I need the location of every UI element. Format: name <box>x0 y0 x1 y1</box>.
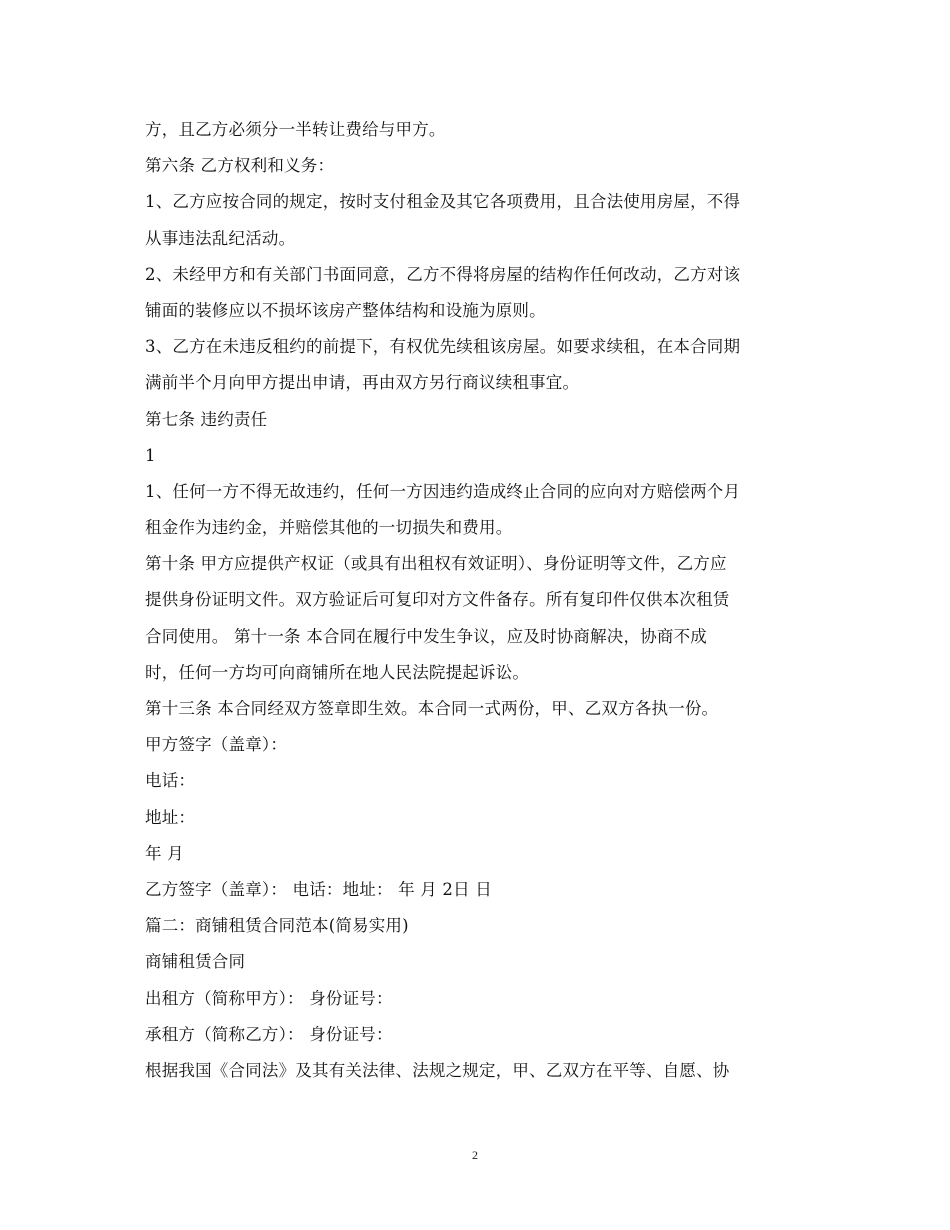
text-line: 合同使用。 第十一条 本合同在履行中发生争议，应及时协商解决，协商不成 <box>145 626 707 646</box>
contract-title: 商铺租赁合同 <box>145 952 246 972</box>
lessee-line: 承租方（简称乙方）： 身份证号： <box>145 1024 393 1044</box>
section-heading-article-6: 第六条 乙方权利和义务： <box>145 156 335 176</box>
text-line: 2、未经甲方和有关部门书面同意，乙方不得将房屋的结构作任何改动，乙方对该 <box>145 264 741 284</box>
text-line: 提供身份证明文件。双方验证后可复印对方文件备存。所有复印件仅供本次租赁 <box>145 590 730 610</box>
page-number: 2 <box>472 1148 478 1162</box>
address-label: 地址： <box>145 807 196 827</box>
text-line: 根据我国《合同法》及其有关法律、法规之规定，甲、乙双方在平等、自愿、协 <box>145 1060 730 1080</box>
text-line: 租金作为违约金，并赔偿其他的一切损失和费用。 <box>145 518 513 538</box>
text-line: 1 <box>145 445 156 465</box>
text-line: 1、任何一方不得无故违约，任何一方因违约造成终止合同的应向对方赔偿两个月 <box>145 481 741 501</box>
section-heading-article-7: 第七条 违约责任 <box>145 409 268 429</box>
text-line: 第十三条 本合同经双方签章即生效。本合同一式两份，甲、乙双方各执一份。 <box>145 699 719 718</box>
party-a-signature-label: 甲方签字（盖章）： <box>145 735 288 755</box>
party-b-signature-line: 乙方签字（盖章）： 电话：地址： 年 月 2日 日 <box>145 879 492 899</box>
phone-label: 电话： <box>145 771 196 791</box>
text-line: 时，任何一方均可向商铺所在地人民法院提起诉讼。 <box>145 662 530 682</box>
date-label: 年 月 <box>145 843 184 863</box>
text-line: 满前半个月向甲方提出申请，再由双方另行商议续租事宜。 <box>145 373 580 393</box>
text-line: 从事违法乱纪活动。 <box>145 228 296 248</box>
document-body <box>145 112 815 1089</box>
text-line: 3、乙方在未违反租约的前提下，有权优先续租该房屋。如要求续租，在本合同期 <box>145 337 741 357</box>
text-line: 铺面的装修应以不损坏该房产整体结构和设施为原则。 <box>145 300 546 320</box>
text-line: 第十条 甲方应提供产权证（或具有出租权有效证明）、身份证明等文件，乙方应 <box>145 554 727 574</box>
lessor-line: 出租方（简称甲方）： 身份证号： <box>145 988 393 1008</box>
text-line: 方，且乙方必须分一半转让费给与甲方。 <box>145 120 446 139</box>
chapter-heading: 篇二：商铺租赁合同范本(简易实用) <box>145 916 409 936</box>
text-line: 1、乙方应按合同的规定，按时支付租金及其它各项费用，且合法使用房屋，不得 <box>145 192 741 212</box>
